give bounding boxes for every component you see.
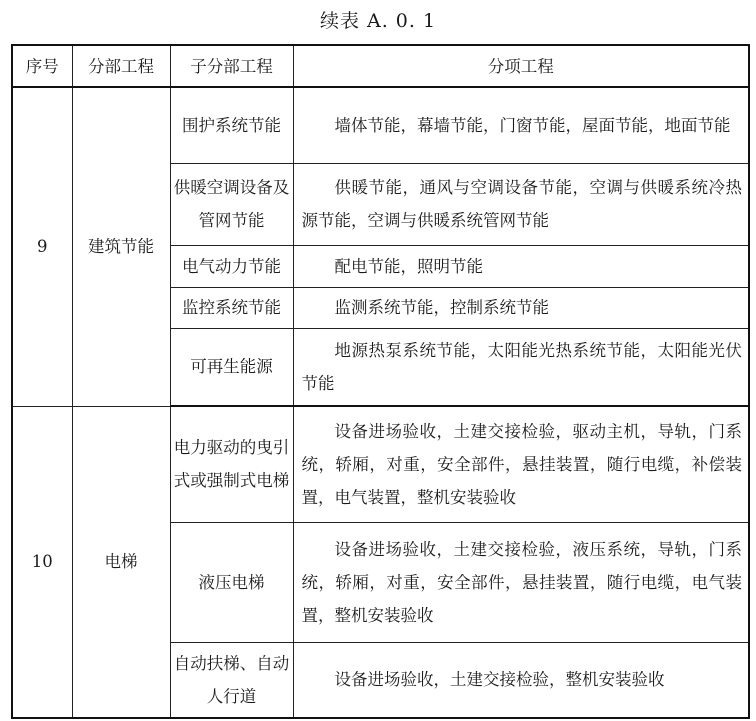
table-row [12,406,749,522]
items-cell: 供暖节能，通风与空调设备节能，空调与供暖系统冷热源节能，空调与供暖系统管网节能 [293,163,749,245]
acceptance-division-table [11,44,750,719]
header-division: 分部工程 [72,45,170,87]
division-cell: 建筑节能 [72,87,170,406]
seq-cell: 9 [12,87,72,406]
table-row [12,87,749,163]
subdivision-cell: 围护系统节能 [170,87,293,163]
subdivision-cell: 监控系统节能 [170,287,293,328]
subdivision-cell: 可再生能源 [170,328,293,406]
division-cell: 电梯 [72,406,170,718]
items-cell: 监测系统节能，控制系统节能 [293,287,749,328]
subdivision-cell: 电气动力节能 [170,245,293,287]
header-seq: 序号 [12,45,72,87]
items-cell: 墙体节能，幕墙节能，门窗节能，屋面节能，地面节能 [293,87,749,163]
items-cell: 地源热泵系统节能，太阳能光热系统节能，太阳能光伏节能 [293,328,749,406]
items-cell: 设备进场验收，土建交接检验，整机安装验收 [293,642,749,718]
seq-cell: 10 [12,406,72,718]
items-cell: 配电节能，照明节能 [293,245,749,287]
table-caption: 续表 A. 0. 1 [319,10,437,32]
table-header-row [12,45,749,87]
items-cell: 设备进场验收，土建交接检验，驱动主机，导轨，门系统，轿厢，对重，安全部件，悬挂装置，随行电缆，补偿装置，电气装置，整机安装验收 [293,406,749,522]
subdivision-cell: 电力驱动的曳引式或强制式电梯 [170,406,293,522]
items-cell: 设备进场验收，土建交接检验，液压系统，导轨，门系统，轿厢，对重，安全部件，悬挂装置，随行电缆，电气装置，整机安装验收 [293,522,749,642]
subdivision-cell: 液压电梯 [170,522,293,642]
subdivision-cell: 自动扶梯、自动人行道 [170,642,293,718]
header-items: 分项工程 [293,45,749,87]
header-subdivision: 子分部工程 [170,45,293,87]
subdivision-cell: 供暖空调设备及管网节能 [170,163,293,245]
